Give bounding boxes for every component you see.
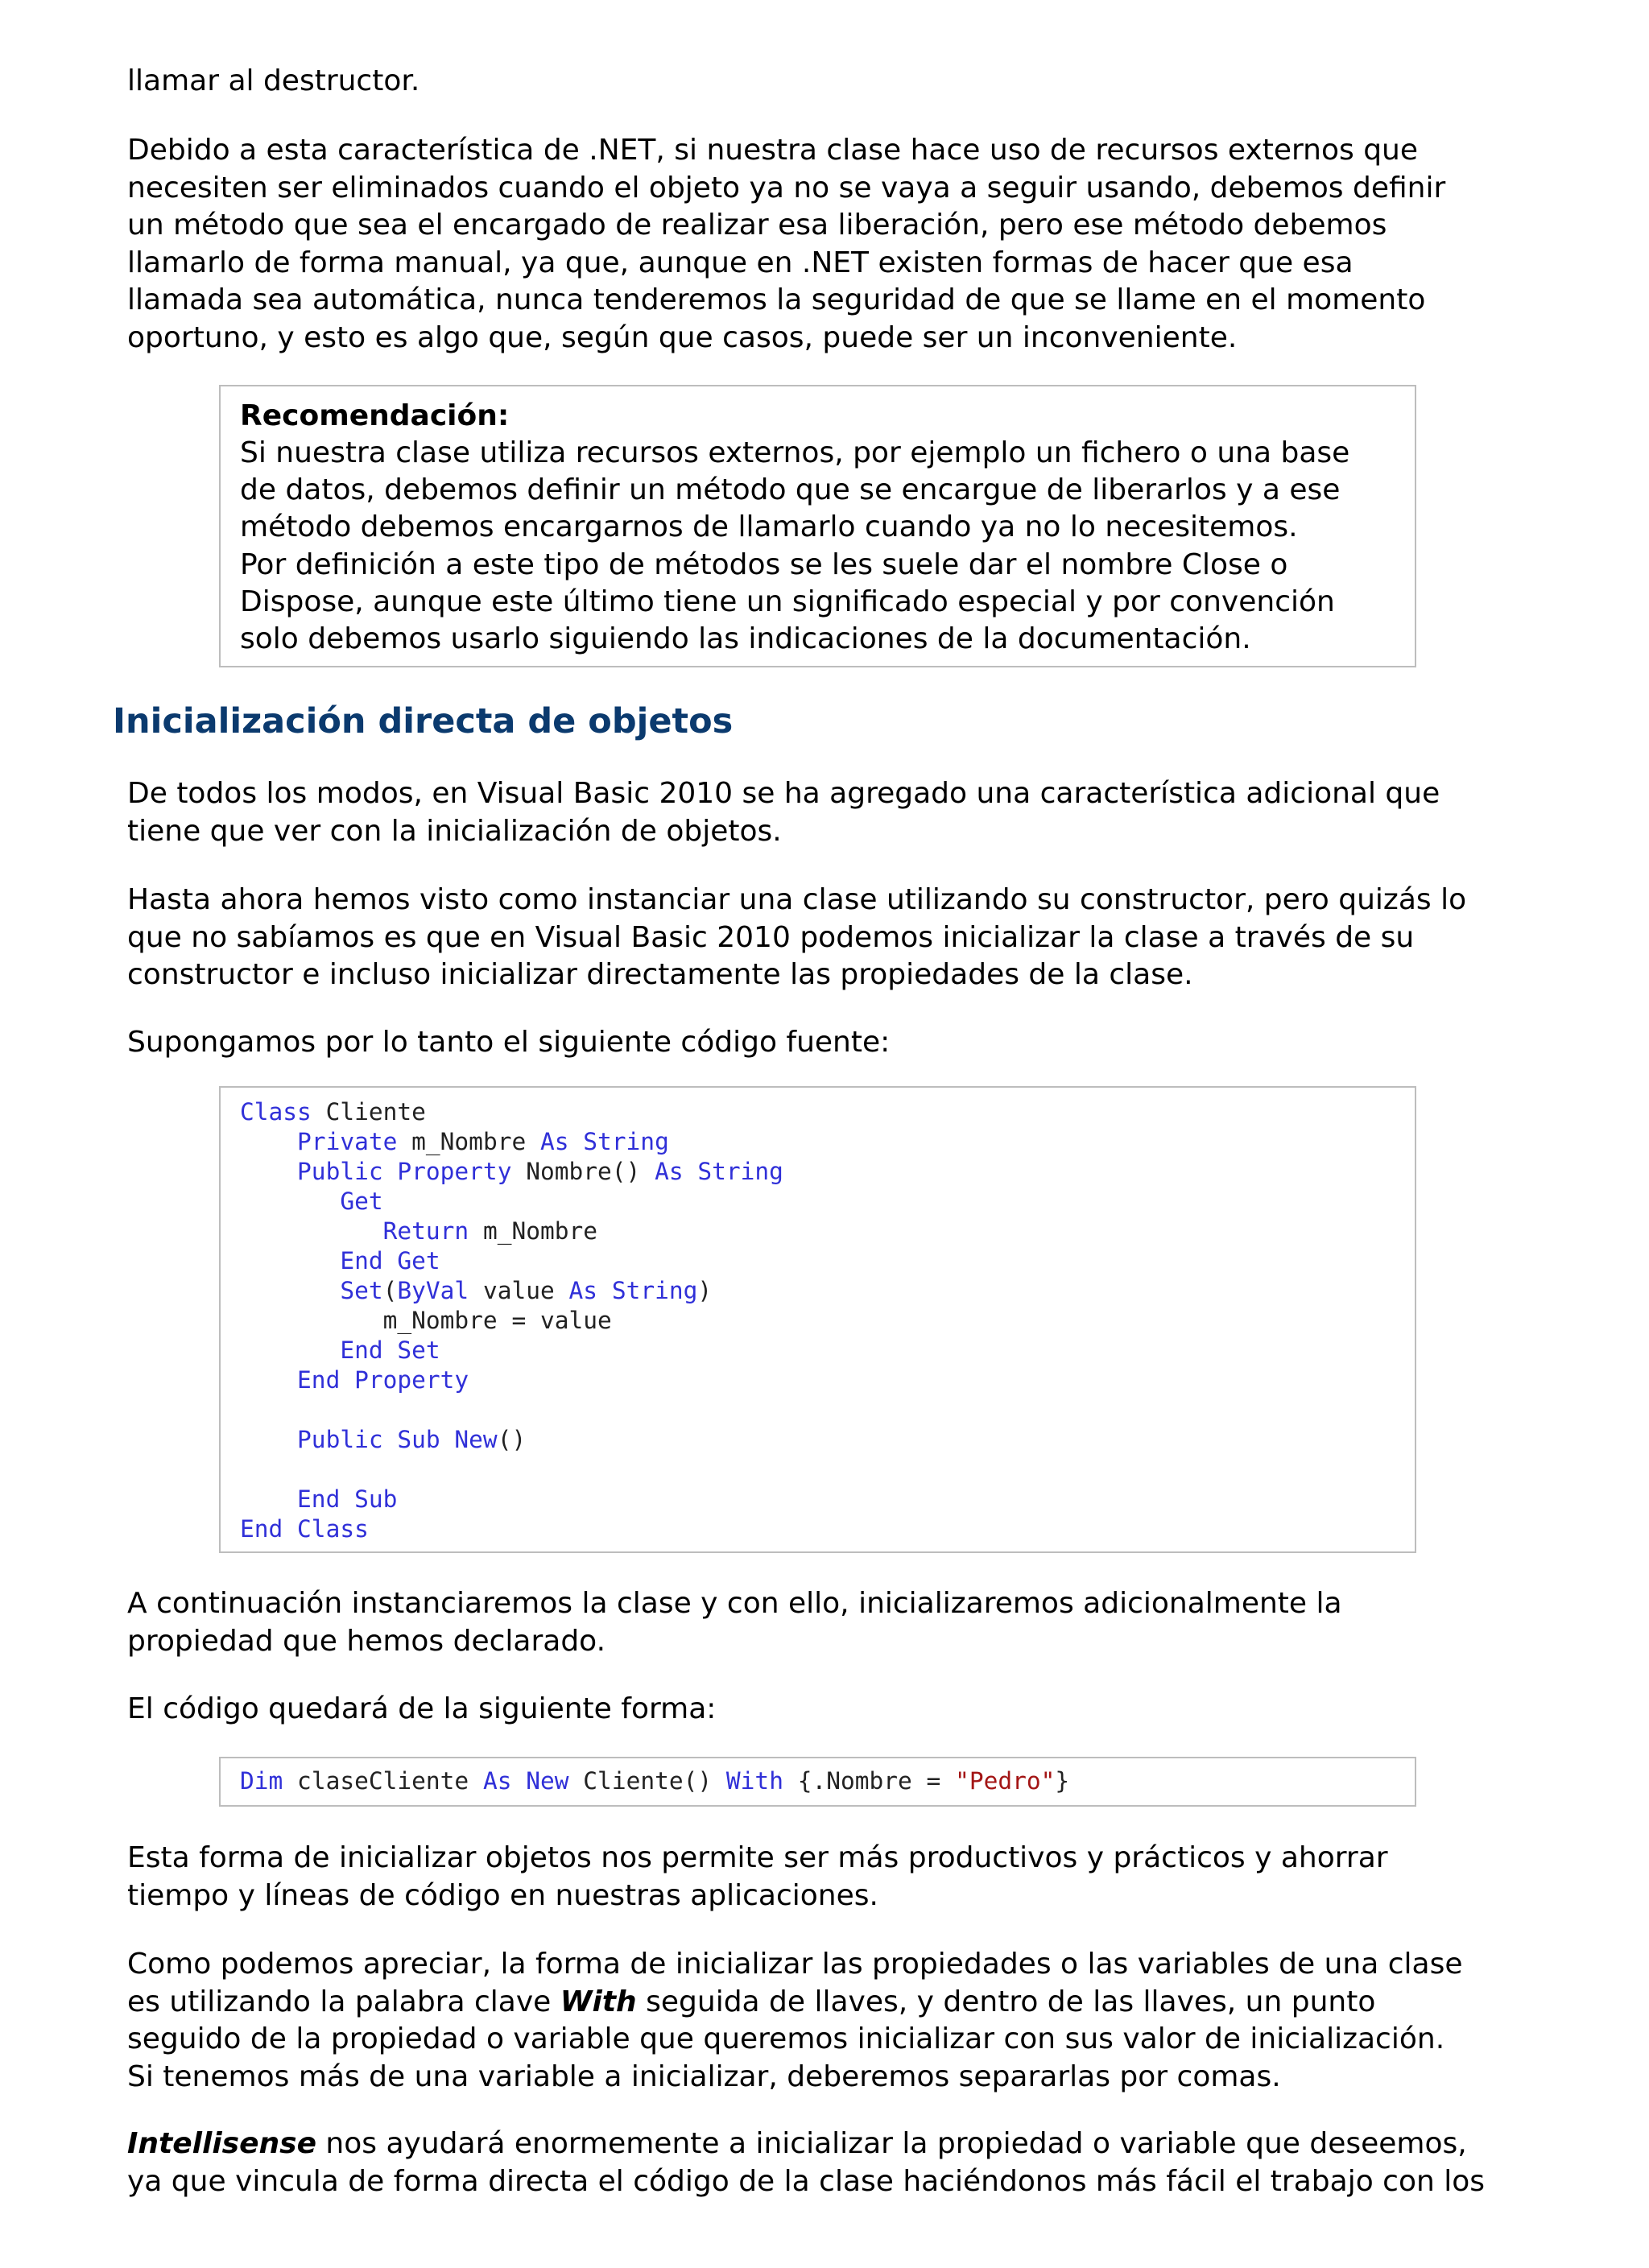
code-line xyxy=(240,1187,1415,1217)
code-text xyxy=(240,1366,297,1394)
code-text xyxy=(240,1158,297,1185)
recommendation-text: Si nuestra clase utiliza recursos externos, por ejemplo un fichero o una base de datos, debemos definir un método que se encargue de liberarlos y a ese método debemos encargarnos de llamarlo cuando ya no lo necesitemos. Por definición a este tipo de métodos se les suele dar el nombre Close o Dispose, aunque este último tiene un significado especial y por convención solo debemos usarlo siguiendo las indicaciones de la documentación. xyxy=(240,436,1350,656)
code-line xyxy=(240,1425,1415,1455)
code-line xyxy=(240,1455,1415,1485)
paragraph-source-code-intro: Supongamos por lo tanto el siguiente código fuente: xyxy=(127,1026,891,1059)
code-keyword: Class xyxy=(240,1098,312,1126)
code-keyword: As New xyxy=(482,1767,569,1795)
code-text xyxy=(240,1426,297,1453)
paragraph-constructor-init: Hasta ahora hemos visto como instanciar una clase utilizando su constructor, pero quizás lo que no sabíamos es que en Visual Basic 2010 podemos inicializar la clase a través de su constructor e incluso inicializar directamente las propiedades de la clase. xyxy=(127,883,1467,991)
code-line xyxy=(240,1336,1415,1365)
code-keyword: End Get xyxy=(340,1247,440,1274)
recommendation-title: Recomendación: xyxy=(240,399,510,432)
code-keyword: With xyxy=(725,1767,783,1795)
code-line xyxy=(240,1097,1415,1127)
code-keyword: Public Property xyxy=(297,1158,512,1185)
paragraph-with-keyword xyxy=(127,1946,1528,2096)
code-line xyxy=(240,1127,1415,1157)
code-text: } xyxy=(1055,1767,1070,1795)
code-keyword: As String xyxy=(568,1277,698,1304)
code-line xyxy=(240,1514,1415,1544)
code-text: m_Nombre = value xyxy=(240,1307,612,1334)
code-text xyxy=(240,1247,340,1274)
paragraph-with-text-b: seguida de llaves, y dentro de las llaves, un punto seguido de la propiedad o variable que queremos inicializar con sus valor de inicialización. Si tenemos más de una variable a inicializar, deberemos separarlas por comas. xyxy=(127,1985,1445,2093)
code-text xyxy=(240,1277,340,1304)
code-line xyxy=(240,1306,1415,1336)
code-text: m_Nombre xyxy=(397,1128,540,1155)
paragraph-intellisense-text: nos ayudará enormemente a inicializar la propiedad o variable que deseemos, ya que vincula de forma directa el código de la clase haciéndonos más fácil el trabajo con los xyxy=(127,2127,1486,2198)
code-text: m_Nombre xyxy=(469,1217,598,1245)
paragraph-with-text-a: Como podemos apreciar, la forma de inicializar las propiedades o las variables de una clase es utilizando la palabra clave xyxy=(127,1948,1463,2018)
code-line xyxy=(240,1766,1415,1796)
code-keyword: Public Sub New xyxy=(297,1426,498,1453)
code-text: ( xyxy=(382,1277,398,1304)
paragraph-destructor-end: llamar al destructor. xyxy=(127,64,420,97)
code-text xyxy=(240,1188,340,1215)
code-line xyxy=(240,1246,1415,1276)
code-line xyxy=(240,1485,1415,1514)
code-keyword: End Class xyxy=(240,1515,369,1543)
code-text: claseCliente xyxy=(283,1767,483,1795)
code-line xyxy=(240,1395,1415,1425)
with-keyword: With xyxy=(560,1985,637,2018)
code-line xyxy=(240,1276,1415,1306)
paragraph-productivity: Esta forma de inicializar objetos nos permite ser más productivos y prácticos y ahorrar tiempo y líneas de código en nuestras aplicaciones. xyxy=(127,1841,1388,1912)
code-keyword: Return xyxy=(382,1217,469,1245)
code-keyword: Private xyxy=(297,1128,398,1155)
code-line xyxy=(240,1365,1415,1395)
code-keyword: Set xyxy=(340,1277,383,1304)
code-keyword: Dim xyxy=(240,1767,283,1795)
code-text: Cliente() xyxy=(568,1767,726,1795)
paragraph-intellisense xyxy=(127,2125,1528,2200)
code-keyword: As String xyxy=(655,1158,783,1185)
code-line xyxy=(240,1217,1415,1246)
code-text: Cliente xyxy=(311,1098,426,1126)
code-text xyxy=(240,1485,297,1513)
intellisense-keyword: Intellisense xyxy=(127,2127,316,2160)
paragraph-instantiate: A continuación instanciaremos la clase y con ello, inicializaremos adicionalmente la propiedad que hemos declarado. xyxy=(127,1587,1342,1658)
code-string: "Pedro" xyxy=(955,1767,1056,1795)
code-text xyxy=(240,1217,383,1245)
code-text: () xyxy=(497,1426,527,1453)
code-keyword: End Sub xyxy=(297,1485,398,1513)
code-block-with-init xyxy=(219,1757,1416,1807)
code-text: value xyxy=(469,1277,569,1304)
code-text xyxy=(240,1128,297,1155)
paragraph-vb2010-feature: De todos los modos, en Visual Basic 2010 se ha agregado una característica adicional que tiene que ver con la inicialización de objetos. xyxy=(127,777,1440,848)
code-text xyxy=(240,1336,340,1364)
code-keyword: End Property xyxy=(297,1366,469,1394)
code-text: ) xyxy=(697,1277,713,1304)
recommendation-box xyxy=(219,385,1416,667)
paragraph-net-resources: Debido a esta característica de .NET, si nuestra clase hace uso de recursos externos que necesiten ser eliminados cuando el objeto ya no se vaya a seguir usando, debemos definir un método que sea el encargado de realizar esa liberación, pero ese método debemos llamarlo de forma manual, ya que, aunque en .NET existen formas de hacer que esa llamada sea automática, nunca tenderemos la seguridad de que se llame en el momento oportuno, y esto es algo que, según que casos, puede ser un inconveniente. xyxy=(127,134,1446,354)
code-keyword: As String xyxy=(539,1128,669,1155)
paragraph-code-result: El código quedará de la siguiente forma: xyxy=(127,1692,717,1725)
code-text: {.Nombre = xyxy=(783,1767,956,1795)
code-line xyxy=(240,1157,1415,1187)
code-keyword: Get xyxy=(340,1188,383,1215)
code-text: Nombre() xyxy=(511,1158,655,1185)
code-block-class-cliente xyxy=(219,1086,1416,1553)
code-keyword: ByVal xyxy=(397,1277,469,1304)
section-heading: Inicialización directa de objetos xyxy=(113,701,734,742)
code-keyword: End Set xyxy=(340,1336,440,1364)
